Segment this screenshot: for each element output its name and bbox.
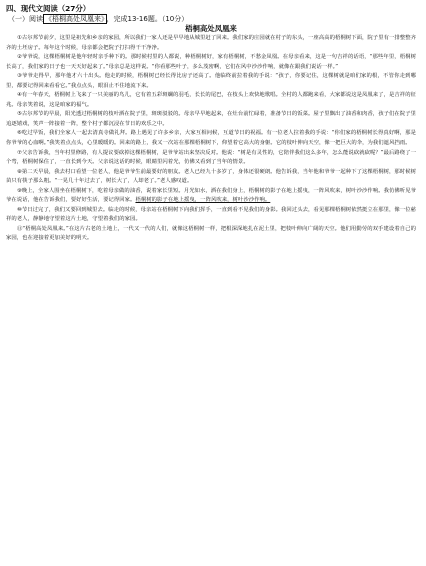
section-heading: 四、现代文阅读（27分）: [6, 4, 91, 13]
part-label: [8, 14, 416, 24]
part-label-boxed-title: 《梧桐高处凤凰来》: [45, 15, 105, 23]
article-title: 梧桐高处凤凰来: [185, 24, 237, 33]
paragraph-4: ④有一年春天，梧桐树上飞来了一只美丽的鸟儿，它有着五彩斑斓的羽毛，长长的尾巴，在枝头上欢快地歌唱。全村的人都跑来看，大家都说这是凤凰来了，是吉祥的征兆。母亲笑着说，这是咱家的福气。: [6, 92, 416, 108]
paragraph-1: ①古尔邦节前夕，这里是祖先和乡亲的家园，所以我们一家人还是早早地从城里赶了回来。我们家的庄园就在村子的东头，一座高高的梧桐树下面，院子里有一排整整齐齐的土坯房子。每年这个时候，母亲都会把院子打扫得干干净净。: [6, 35, 416, 51]
paragraph-7: ⑦父亲告诉我，当年村里修路，有人提议要砍掉这棵梧桐树，是爷爷站出来坚决反对。他说：“树是有灵性的，它陪伴我们这么多年，怎么能说砍就砍呢？”最后路绕了一个弯，梧桐树保住了，一直长到今天。父亲说这话的时候，眼睛里闪着光，仿佛又看到了当年的情景。: [6, 149, 416, 166]
paragraph-6: ⑥吃过早饭，我们全家人一起去清真寺做礼拜。路上遇见了许多乡亲，大家互相问候，互道节日的祝福。有一位老人拉着我的手说：“你们家的梧桐树长得真好啊，那是你爷爷的心血啊。”我笑着点点头，心里暖暖的。回来的路上，我又一次站在那棵梧桐树下，仰望着它高大的身躯。它的枝叶伸向天空，像一把巨大的伞，为我们遮风挡雨。: [6, 130, 416, 147]
underlined-sentence: 梧桐树的影子在地上摇曳，一阵风吹来，树叶沙沙作响。: [135, 197, 271, 204]
paragraph-9-text: ⑨晚上，全家人围坐在梧桐树下，吃着母亲做的油香，说着家长里短。月光如水，洒在我们身上，梧桐树的影子在地上摇曳，一阵风吹来，树叶沙沙作响。我仿佛听见爷爷在说话，他在告诉我们，要好好生活，要记得回家。: [6, 187, 416, 204]
part-label-post: ，完成13-16题。（10分）: [106, 15, 189, 23]
paragraph-3: ③爷爷走得早，那年他才六十出头。他走的时候，梧桐树已经长得比房子还高了。他临终前拉着我的手说：“孩子，你要记住，这棵树就是咱们家的根，不管你走到哪里，都要记得回来看看它。”我点点头，眼泪止不住地流下来。: [6, 73, 416, 89]
paragraph-9: [6, 187, 416, 206]
paragraph-11: ⑪“梧桐高处凤凰来。”在这片古老的土地上，一代又一代的人们，就像这梧桐树一样，把根深深地扎在泥土里，把枝叶伸向广阔的天空。他们用勤劳的双手建设着自己的家园，也在迎接着更加美好的明天。: [6, 225, 416, 242]
paragraph-10: ⑩节日过完了，我们又要回到城里去。临走的时候，母亲站在梧桐树下向我们挥手，一直到看不见我们的身影。我回过头去，看见那棵梧桐树依然挺立在那里，像一位慈祥的老人，静静地守望着这片土地，守望着我们的家园。: [6, 206, 416, 223]
paragraph-8: ⑧第二天早晨，我去村口看望一位老人，他是爷爷生前最要好的朋友。老人已经九十多岁了，身体还很硬朗。他告诉我，当年他和爷爷一起种下了这棵梧桐树，那时候树苗只有筷子那么粗。“一晃几十年过去了，树长大了，人却老了。”老人感叹道。: [6, 168, 416, 185]
paragraph-5: ⑤古尔邦节的早晨，阳光透过梧桐树的枝叶洒在院子里，斑斑驳驳的。母亲早早地起来，在灶台前忙碌着，准备节日的饭菜。屋子里飘出了油香和肉香，孩子们在院子里追逐嬉戏，笑声一阵接着一阵，整个村子都沉浸在节日的欢乐之中。: [6, 111, 416, 127]
part-label-pre: （一）阅读: [8, 15, 43, 23]
paragraph-2: ②爷爷说，这棵梧桐树是他年轻时亲手种下的。那时候村里的人都说，种梧桐树好，家有梧桐树，不愁金凤凰。在母亲看来，这是一句吉祥的话语，“那些年里，梧桐树长高了，我们家的日子也一天天好起来了。”母亲总是这样说。“你看那些叶子，多么茂密啊，它们在风中沙沙作响，就像在跟我们说话一样。”: [6, 54, 416, 70]
